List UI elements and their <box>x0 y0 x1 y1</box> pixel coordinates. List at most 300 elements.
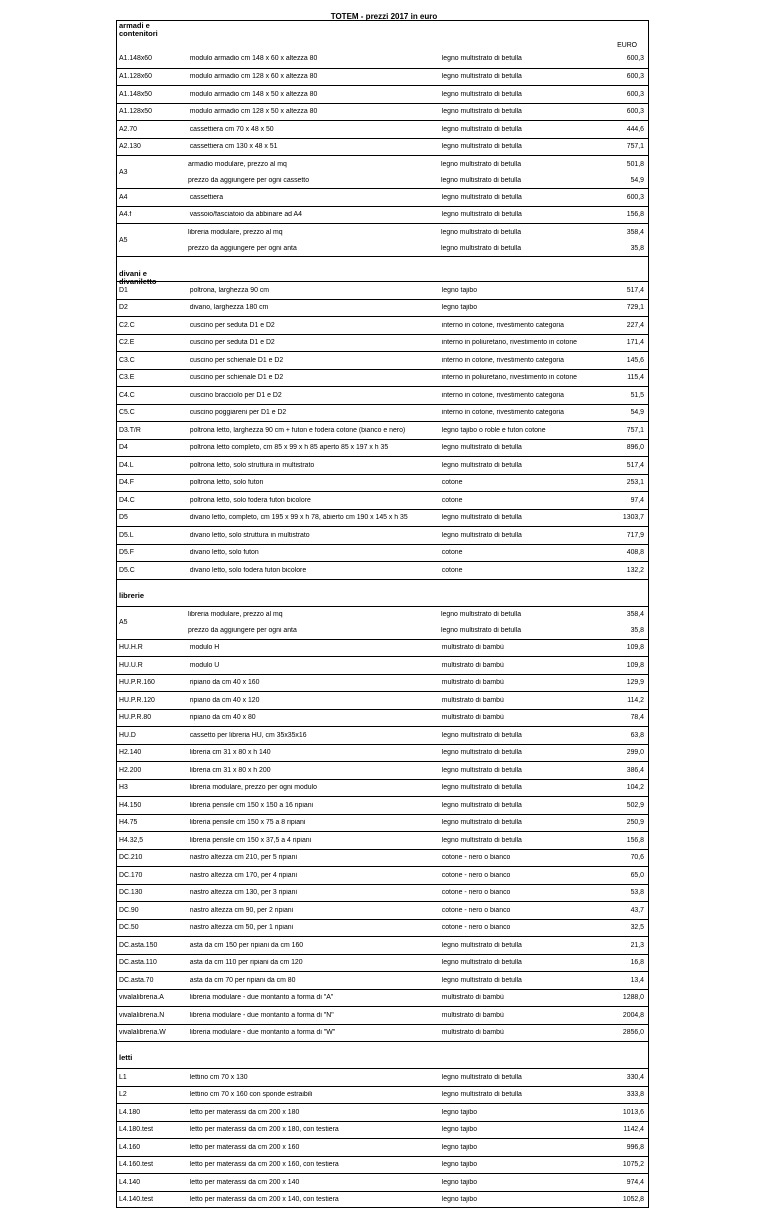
item-description: cuscino per seduta D1 e D2 <box>186 339 438 346</box>
item-price: 444,6 <box>606 126 648 133</box>
item-material: legno multistrato di betulla <box>437 161 606 168</box>
item-material: interno in cotone, rivestimento categoria <box>438 322 606 329</box>
table-row <box>116 1086 649 1104</box>
section-header <box>116 1041 649 1068</box>
item-material: multistrato di bambù <box>438 994 606 1001</box>
item-material: legno multistrato di betulla <box>438 959 606 966</box>
item-description: libreria modulare - due montanto a forma di "W" <box>186 1029 438 1036</box>
table-row <box>116 1156 649 1174</box>
item-price: 16,8 <box>606 959 648 966</box>
table-row <box>116 120 649 138</box>
item-price: 996,8 <box>606 1144 648 1151</box>
table-row <box>116 85 649 103</box>
table-row <box>116 526 649 544</box>
spacer <box>438 21 606 50</box>
item-price: 1288,0 <box>606 994 648 1001</box>
table-row <box>116 206 649 224</box>
item-code: HU.H.R <box>117 644 186 651</box>
sub-rows <box>184 224 648 256</box>
item-description: modulo armadio cm 148 x 50 x altezza 80 <box>186 91 438 98</box>
table-row <box>116 814 649 832</box>
item-description: nastro altezza cm 50, per 1 ripiani <box>186 924 438 931</box>
section-label: divani e divaniletto <box>119 270 179 286</box>
item-description: cuscino per schienale D1 e D2 <box>186 374 438 381</box>
item-description: armadio modulare, prezzo al mq <box>184 161 437 168</box>
item-description: ripiano da cm 40 x 80 <box>186 714 438 721</box>
table-row <box>116 866 649 884</box>
table-row <box>116 1191 649 1208</box>
item-code: vivalalibreria.N <box>117 1012 186 1019</box>
item-description: poltrona letto completo, cm 85 x 99 x h 85 aperto 85 x 197 x h 35 <box>186 444 438 451</box>
item-material: legno multistrato di betulla <box>437 177 606 184</box>
item-price: 729,1 <box>606 304 648 311</box>
item-code: L4.140.test <box>117 1196 186 1203</box>
item-material: legno tajibo <box>438 1196 606 1203</box>
item-description: libreria modulare - due montanto a forma di "A" <box>186 994 438 1001</box>
item-material: legno multistrato di betulla <box>437 611 606 618</box>
item-description: cuscino poggiareni per D1 e D2 <box>186 409 438 416</box>
item-material: legno tajibo <box>438 1179 606 1186</box>
item-price: 156,8 <box>606 211 648 218</box>
sub-row <box>184 240 648 256</box>
item-description: cassettiera cm 130 x 48 x 51 <box>186 143 438 150</box>
item-material: legno multistrato di betulla <box>438 514 606 521</box>
table-row <box>116 68 649 86</box>
item-material: legno multistrato di betulla <box>438 91 606 98</box>
sub-rows <box>184 156 648 188</box>
item-description: ripiano da cm 40 x 160 <box>186 679 438 686</box>
section-label: letti <box>119 1054 132 1062</box>
item-material: legno multistrato di betulla <box>438 444 606 451</box>
item-material: interno in poliuretano, rivestimento in cotone <box>438 374 606 381</box>
item-code: L2 <box>117 1091 186 1098</box>
item-price: 408,8 <box>606 549 648 556</box>
table-row <box>116 316 649 334</box>
item-code: D3.T/R <box>117 427 186 434</box>
table-row <box>116 971 649 989</box>
item-material: cotone - nero o bianco <box>438 907 606 914</box>
item-code: C3.E <box>117 374 186 381</box>
item-code: C3.C <box>117 357 186 364</box>
item-material: legno multistrato di betulla <box>438 819 606 826</box>
table-row <box>116 351 649 369</box>
item-price: 35,8 <box>606 245 648 252</box>
table-row <box>116 299 649 317</box>
table-row <box>116 491 649 509</box>
item-code: DC.170 <box>117 872 186 879</box>
item-code: vivalalibreria.A <box>117 994 186 1001</box>
spacer <box>186 21 438 50</box>
item-material: legno multistrato di betulla <box>438 784 606 791</box>
item-description: divano letto, completo, cm 195 x 99 x h 78, abierto cm 190 x 145 x h 35 <box>186 514 438 521</box>
table-row <box>116 386 649 404</box>
item-material: legno tajibo <box>438 287 606 294</box>
item-material: multistrato di bambù <box>438 714 606 721</box>
item-description: modulo armadio cm 128 x 50 x altezza 80 <box>186 108 438 115</box>
item-description: letto per materassi da cm 200 x 160, con testiera <box>186 1161 438 1168</box>
item-code: D2 <box>117 304 186 311</box>
item-code: L4.140 <box>117 1179 186 1186</box>
item-material: cotone <box>438 479 606 486</box>
table-row <box>116 639 649 657</box>
item-price: 35,8 <box>606 627 648 634</box>
item-description: poltrona letto, solo fodera futon bicolore <box>186 497 438 504</box>
table-row <box>116 456 649 474</box>
item-description: asta da cm 110 per ripiani da cm 120 <box>186 959 438 966</box>
item-material: legno multistrato di betulla <box>438 802 606 809</box>
item-code: A2.70 <box>117 126 186 133</box>
item-price: 145,6 <box>606 357 648 364</box>
item-price: 65,0 <box>606 872 648 879</box>
table-row <box>116 439 649 457</box>
table-row <box>116 831 649 849</box>
item-material: legno multistrato di betulla <box>437 229 606 236</box>
item-code: L4.160.test <box>117 1161 186 1168</box>
item-code: H4.75 <box>117 819 186 826</box>
item-code: D4.L <box>117 462 186 469</box>
sub-row <box>184 156 648 172</box>
item-description: prezzo da aggiungere per ogni anta <box>184 627 437 634</box>
table-row <box>116 1006 649 1024</box>
section-label: librerie <box>119 592 144 600</box>
item-material: legno multistrato di betulla <box>438 108 606 115</box>
item-code: A1.128x60 <box>117 73 186 80</box>
item-description: libreria modulare - due montanto a forma di "N" <box>186 1012 438 1019</box>
item-code: H4.150 <box>117 802 186 809</box>
item-price: 501,8 <box>606 161 648 168</box>
item-code: HU.P.R.80 <box>117 714 186 721</box>
item-price: 70,6 <box>606 854 648 861</box>
item-description: divano letto, solo futon <box>186 549 438 556</box>
item-code: vivalalibreria.W <box>117 1029 186 1036</box>
item-price: 109,8 <box>606 662 648 669</box>
item-description: letto per materassi da cm 200 x 140 <box>186 1179 438 1186</box>
item-material: legno tajibo o roble e futon cotone <box>438 427 606 434</box>
document-title: TOTEM - prezzi 2017 in euro <box>0 12 768 21</box>
table-row <box>116 188 649 206</box>
item-description: libreria modulare, prezzo al mq <box>184 611 437 618</box>
item-description: cuscino per schienale D1 e D2 <box>186 357 438 364</box>
table-row <box>116 155 649 188</box>
item-description: nastro altezza cm 170, per 4 ripiani <box>186 872 438 879</box>
item-description: divano letto, solo fodera futon bicolore <box>186 567 438 574</box>
item-description: libreria cm 31 x 80 x h 140 <box>186 749 438 756</box>
item-price: 2856,0 <box>606 1029 648 1036</box>
item-price: 358,4 <box>606 229 648 236</box>
table-row <box>116 103 649 121</box>
item-price: 299,0 <box>606 749 648 756</box>
item-price: 171,4 <box>606 339 648 346</box>
item-description: libreria modulare, prezzo per ogni modulo <box>186 784 438 791</box>
table-row <box>116 544 649 562</box>
item-code: DC.130 <box>117 889 186 896</box>
table-row <box>116 709 649 727</box>
item-description: libreria modulare, prezzo al mq <box>184 229 437 236</box>
item-material: cotone - nero o bianco <box>438 854 606 861</box>
item-description: lettino cm 70 x 160 con sponde estraibili <box>186 1091 438 1098</box>
item-price: 600,3 <box>606 194 648 201</box>
item-code: D5.C <box>117 567 186 574</box>
item-material: legno multistrato di betulla <box>438 73 606 80</box>
item-material: legno multistrato di betulla <box>438 837 606 844</box>
section-header <box>116 20 649 50</box>
item-description: divano letto, solo struttura in multistrato <box>186 532 438 539</box>
item-material: multistrato di bambù <box>438 644 606 651</box>
sub-row <box>184 623 648 639</box>
item-description: poltrona letto, solo struttura in multistrato <box>186 462 438 469</box>
item-material: legno multistrato di betulla <box>438 749 606 756</box>
item-material: multistrato di bambù <box>438 679 606 686</box>
currency-header: EURO <box>606 42 648 50</box>
table-row <box>116 334 649 352</box>
item-price: 21,3 <box>606 942 648 949</box>
table-row <box>116 606 649 639</box>
item-material: legno multistrato di betulla <box>437 627 606 634</box>
item-code: A5 <box>117 224 184 256</box>
item-description: divano, larghezza 180 cm <box>186 304 438 311</box>
item-price: 132,2 <box>606 567 648 574</box>
item-code: A1.148x60 <box>117 55 186 62</box>
item-description: letto per materassi da cm 200 x 160 <box>186 1144 438 1151</box>
item-price: 54,9 <box>606 409 648 416</box>
table-row <box>116 849 649 867</box>
item-material: legno multistrato di betulla <box>438 1074 606 1081</box>
item-description: prezzo da aggiungere per ogni anta <box>184 245 437 252</box>
item-material: legno tajibo <box>438 304 606 311</box>
item-price: 104,2 <box>606 784 648 791</box>
item-material: legno tajibo <box>438 1109 606 1116</box>
item-price: 53,8 <box>606 889 648 896</box>
item-description: nastro altezza cm 130, per 3 ripiani <box>186 889 438 896</box>
item-price: 250,9 <box>606 819 648 826</box>
item-description: poltrona letto, solo futon <box>186 479 438 486</box>
item-description: prezzo da aggiungere per ogni cassetto <box>184 177 437 184</box>
item-description: vassoio/fasciatoio da abbinare ad A4 <box>186 211 438 218</box>
item-price: 358,4 <box>606 611 648 618</box>
item-description: poltrona, larghezza 90 cm <box>186 287 438 294</box>
table-row <box>116 421 649 439</box>
item-price: 600,3 <box>606 73 648 80</box>
item-code: L4.160 <box>117 1144 186 1151</box>
item-code: D5 <box>117 514 186 521</box>
item-material: legno multistrato di betulla <box>438 532 606 539</box>
table-row <box>116 1173 649 1191</box>
item-description: libreria pensile cm 150 x 37,5 a 4 ripiani <box>186 837 438 844</box>
item-code: D4.F <box>117 479 186 486</box>
table-row <box>116 1068 649 1086</box>
item-description: modulo H <box>186 644 438 651</box>
item-code: C2.C <box>117 322 186 329</box>
item-description: cuscino per seduta D1 e D2 <box>186 322 438 329</box>
item-description: asta da cm 150 per ripiani da cm 160 <box>186 942 438 949</box>
item-material: multistrato di bambù <box>438 697 606 704</box>
table-row <box>116 509 649 527</box>
table-row <box>116 919 649 937</box>
item-price: 109,8 <box>606 644 648 651</box>
item-description: nastro altezza cm 90, per 2 ripiani <box>186 907 438 914</box>
item-code: A4.f <box>117 211 186 218</box>
item-material: multistrato di bambù <box>438 1012 606 1019</box>
item-price: 2004,8 <box>606 1012 648 1019</box>
item-description: asta da cm 70 per ripiani da cm 80 <box>186 977 438 984</box>
item-description: poltrona letto, larghezza 90 cm + futon e fodera cotone (bianco e nero) <box>186 427 438 434</box>
item-code: L4.180.test <box>117 1126 186 1133</box>
table-row <box>116 1103 649 1121</box>
price-table <box>116 20 649 1208</box>
sub-rows <box>184 607 648 639</box>
item-code: H4.32,5 <box>117 837 186 844</box>
table-row <box>116 656 649 674</box>
item-material: legno multistrato di betulla <box>438 942 606 949</box>
item-material: cotone - nero o bianco <box>438 889 606 896</box>
item-price: 1142,4 <box>606 1126 648 1133</box>
item-code: D4.C <box>117 497 186 504</box>
item-price: 517,4 <box>606 462 648 469</box>
item-price: 333,8 <box>606 1091 648 1098</box>
item-description: letto per materassi da cm 200 x 180, con testiera <box>186 1126 438 1133</box>
table-row <box>116 744 649 762</box>
table-row <box>116 474 649 492</box>
item-code: L4.180 <box>117 1109 186 1116</box>
item-code: A1.128x50 <box>117 108 186 115</box>
item-code: HU.P.R.160 <box>117 679 186 686</box>
item-material: legno multistrato di betulla <box>438 732 606 739</box>
item-code: DC.asta.150 <box>117 942 186 949</box>
item-code: DC.asta.110 <box>117 959 186 966</box>
item-material: legno tajibo <box>438 1144 606 1151</box>
item-material: multistrato di bambù <box>438 662 606 669</box>
item-material: legno multistrato di betulla <box>438 767 606 774</box>
item-price: 97,4 <box>606 497 648 504</box>
item-description: cassettiera cm 70 x 48 x 50 <box>186 126 438 133</box>
item-price: 227,4 <box>606 322 648 329</box>
item-price: 330,4 <box>606 1074 648 1081</box>
item-price: 757,1 <box>606 427 648 434</box>
item-description: cassetto per libreria HU, cm 35x35x16 <box>186 732 438 739</box>
table-row <box>116 1121 649 1139</box>
item-price: 54,9 <box>606 177 648 184</box>
table-row <box>116 779 649 797</box>
item-code: HU.U.R <box>117 662 186 669</box>
item-material: cotone - nero o bianco <box>438 924 606 931</box>
table-row <box>116 726 649 744</box>
item-price: 156,8 <box>606 837 648 844</box>
item-price: 386,4 <box>606 767 648 774</box>
item-code: DC.50 <box>117 924 186 931</box>
item-code: A3 <box>117 156 184 188</box>
table-row <box>116 954 649 972</box>
item-price: 32,5 <box>606 924 648 931</box>
table-row <box>116 369 649 387</box>
table-row <box>116 561 649 579</box>
item-price: 717,9 <box>606 532 648 539</box>
item-material: legno multistrato di betulla <box>438 462 606 469</box>
item-material: interno in cotone, rivestimento categoria <box>438 392 606 399</box>
item-material: legno tajibo <box>438 1126 606 1133</box>
item-material: cotone <box>438 567 606 574</box>
item-code: D4 <box>117 444 186 451</box>
item-code: DC.210 <box>117 854 186 861</box>
section-label: armadi e contenitori <box>117 21 186 50</box>
table-row <box>116 1024 649 1042</box>
item-description: cuscino bracciolo per D1 e D2 <box>186 392 438 399</box>
table-row <box>116 691 649 709</box>
section-header <box>116 579 649 606</box>
item-material: legno multistrato di betulla <box>438 194 606 201</box>
item-code: C5.C <box>117 409 186 416</box>
item-material: multistrato di bambù <box>438 1029 606 1036</box>
item-description: modulo armadio cm 128 x 60 x altezza 80 <box>186 73 438 80</box>
table-row <box>116 761 649 779</box>
item-code: A4 <box>117 194 186 201</box>
item-code: H2.140 <box>117 749 186 756</box>
item-material: legno multistrato di betulla <box>438 143 606 150</box>
item-price: 129,9 <box>606 679 648 686</box>
item-code: DC.90 <box>117 907 186 914</box>
item-code: HU.P.R.120 <box>117 697 186 704</box>
item-price: 1052,8 <box>606 1196 648 1203</box>
item-price: 600,3 <box>606 91 648 98</box>
item-description: nastro altezza cm 210, per 5 ripiani <box>186 854 438 861</box>
table-row <box>116 936 649 954</box>
table-row <box>116 796 649 814</box>
item-price: 757,1 <box>606 143 648 150</box>
table-row <box>116 281 649 299</box>
item-code: L1 <box>117 1074 186 1081</box>
item-code: HU.D <box>117 732 186 739</box>
item-material: legno tajibo <box>438 1161 606 1168</box>
item-price: 51,5 <box>606 392 648 399</box>
item-material: interno in poliuretano, rivestimento in cotone <box>438 339 606 346</box>
item-code: H2.200 <box>117 767 186 774</box>
item-material: interno in cotone, rivestimento categoria <box>438 357 606 364</box>
item-price: 63,8 <box>606 732 648 739</box>
table-row <box>116 50 649 68</box>
sub-row <box>184 607 648 623</box>
item-price: 253,1 <box>606 479 648 486</box>
item-code: A2.130 <box>117 143 186 150</box>
item-description: modulo U <box>186 662 438 669</box>
table-row <box>116 223 649 256</box>
item-code: D5.F <box>117 549 186 556</box>
item-description: lettino cm 70 x 130 <box>186 1074 438 1081</box>
table-row <box>116 884 649 902</box>
table-row <box>116 901 649 919</box>
item-price: 1303,7 <box>606 514 648 521</box>
sub-row <box>184 172 648 188</box>
item-description: letto per materassi da cm 200 x 140, con testiera <box>186 1196 438 1203</box>
item-material: legno multistrato di betulla <box>438 126 606 133</box>
item-material: cotone - nero o bianco <box>438 872 606 879</box>
item-price: 974,4 <box>606 1179 648 1186</box>
item-description: ripiano da cm 40 x 120 <box>186 697 438 704</box>
item-material: legno multistrato di betulla <box>438 1091 606 1098</box>
item-code: DC.asta.70 <box>117 977 186 984</box>
item-material: legno multistrato di betulla <box>438 977 606 984</box>
item-description: libreria pensile cm 150 x 75 a 8 ripiani <box>186 819 438 826</box>
item-price: 114,2 <box>606 697 648 704</box>
table-row <box>116 1138 649 1156</box>
item-material: cotone <box>438 497 606 504</box>
item-price: 78,4 <box>606 714 648 721</box>
item-material: interno in cotone, rivestimento categoria <box>438 409 606 416</box>
item-price: 115,4 <box>606 374 648 381</box>
item-price: 600,3 <box>606 55 648 62</box>
item-material: legno multistrato di betulla <box>438 55 606 62</box>
sub-row <box>184 224 648 240</box>
item-price: 517,4 <box>606 287 648 294</box>
section-header <box>116 256 649 281</box>
